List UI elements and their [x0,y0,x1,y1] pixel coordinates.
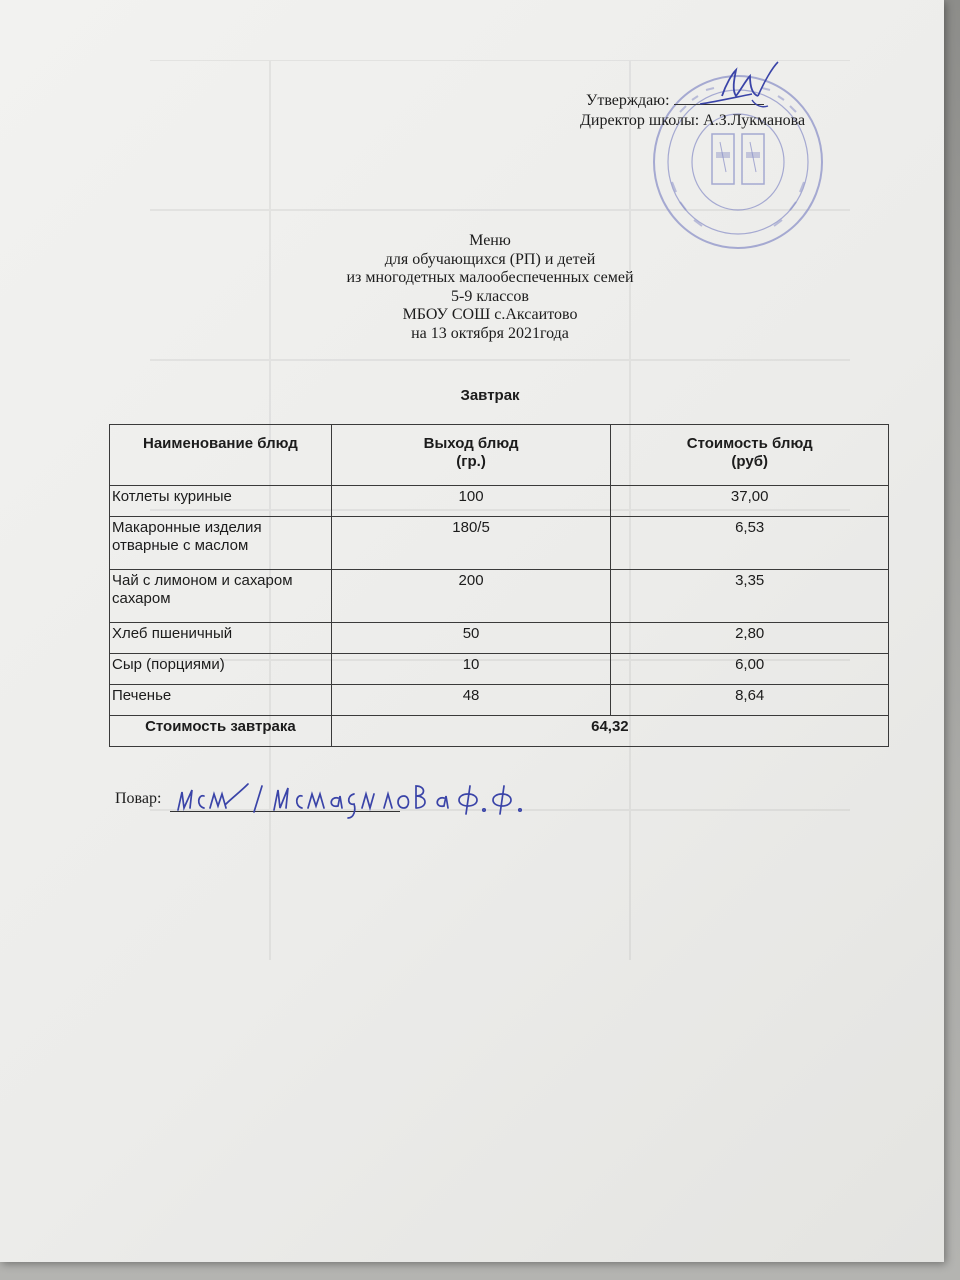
dish-cost: 3,35 [611,570,889,623]
handwritten-signature-icon [170,772,550,822]
dish-cost: 2,80 [611,623,889,654]
table-row [110,623,889,654]
dish-yield: 180/5 [331,517,611,570]
table-row [110,570,889,623]
table-row [110,517,889,570]
document-title [100,232,880,344]
title-line: на 13 октября 2021года [411,324,569,342]
title-line: для обучающихся (РП) и детей [384,250,596,268]
dish-cost: 8,64 [611,685,889,716]
dish-yield: 200 [331,570,611,623]
dish-name: Печенье [110,685,332,716]
total-label: Стоимость завтрака [110,716,332,747]
header-cost: Стоимость блюд (руб) [611,425,889,486]
cook-label: Повар: [115,790,162,807]
handwritten-signature-icon [692,56,782,116]
title-line: из многодетных малообеспеченных семей [346,269,634,287]
dish-yield: 48 [331,685,611,716]
dish-name: Котлеты куриные [110,486,332,517]
approve-label: Утверждаю: [586,92,670,109]
table-row [110,654,889,685]
director-label: Директор школы: А.З.Лукманова [580,112,806,129]
header-dish-name: Наименование блюд [110,425,332,486]
dish-name: Чай с лимоном и сахаром сахаром [110,570,332,623]
dish-yield: 10 [331,654,611,685]
table-row [110,486,889,517]
dish-name: Хлеб пшеничный [110,623,332,654]
menu-table [109,424,889,747]
header-yield: Выход блюд (гр.) [331,425,611,486]
meal-heading: Завтрак [460,387,520,404]
dish-yield: 50 [331,623,611,654]
dish-yield: 100 [331,486,611,517]
dish-name: Сыр (порциями) [110,654,332,685]
total-value: 64,32 [331,716,888,747]
total-row [110,716,889,747]
title-line: Меню [469,232,511,249]
title-line: 5-9 классов [451,287,529,305]
dish-cost: 6,00 [611,654,889,685]
dish-cost: 37,00 [611,486,889,517]
table-row [110,685,889,716]
dish-cost: 6,53 [611,517,889,570]
title-line: МБОУ СОШ с.Аксаитово [402,306,578,324]
dish-name: Макаронные изделия отварные с маслом [110,517,332,570]
table-header-row [110,425,889,486]
